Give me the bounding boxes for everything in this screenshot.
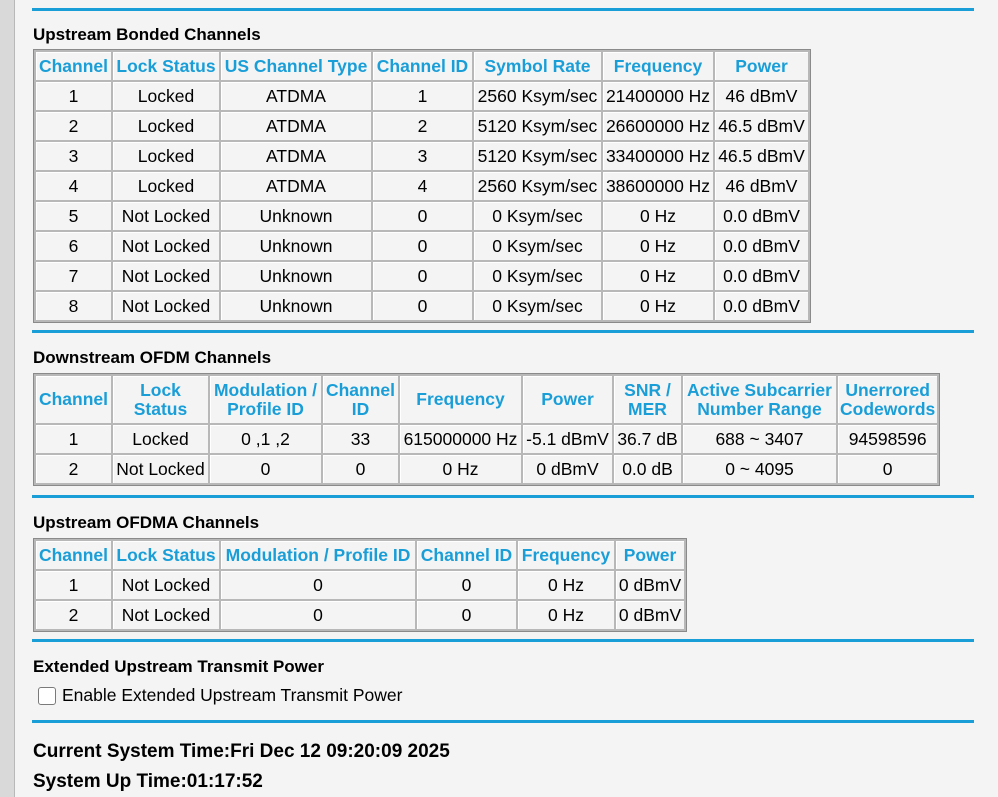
table-cell: Not Locked bbox=[113, 455, 208, 483]
column-header-text: US Channel Type bbox=[224, 55, 368, 76]
table-cell: 0.0 dB bbox=[614, 455, 681, 483]
table-cell: 2 bbox=[36, 601, 111, 629]
column-header-frequency bbox=[400, 376, 521, 423]
enable-extended-power-label[interactable]: Enable Extended Upstream Transmit Power bbox=[62, 685, 403, 705]
table-cell: 0 Ksym/sec bbox=[474, 232, 601, 260]
table-cell: 46.5 dBmV bbox=[715, 142, 808, 170]
table-row bbox=[36, 571, 684, 599]
table-cell: Not Locked bbox=[113, 262, 219, 290]
table-cell: 0 Hz bbox=[400, 455, 521, 483]
column-header-text: Profile ID bbox=[227, 398, 304, 419]
column-header-text: Power bbox=[541, 389, 594, 409]
table-cell: 46.5 dBmV bbox=[715, 112, 808, 140]
column-header-lock-status bbox=[113, 52, 219, 80]
table-cell: 0 bbox=[221, 571, 415, 599]
column-header-channel-id bbox=[323, 376, 398, 423]
table-cell: 615000000 Hz bbox=[400, 425, 521, 453]
column-header-text: Lock Status bbox=[116, 55, 216, 76]
column-header-power bbox=[523, 376, 612, 423]
table-row bbox=[36, 202, 808, 230]
column-header-frequency bbox=[603, 52, 713, 80]
column-header-modulation-profile-id bbox=[210, 376, 321, 423]
table-cell: ATDMA bbox=[221, 172, 371, 200]
current-system-time: Current System Time:Fri Dec 12 09:20:09 2025 bbox=[33, 741, 450, 762]
column-header-channel-id bbox=[417, 541, 516, 569]
table-cell: ATDMA bbox=[221, 142, 371, 170]
table-row bbox=[36, 232, 808, 260]
column-header-text: Channel bbox=[325, 379, 396, 400]
table-cell: 2 bbox=[373, 112, 472, 140]
table-cell: 0 bbox=[373, 262, 472, 290]
column-header-text: Channel bbox=[38, 389, 109, 409]
upstream-ofdma-title: Upstream OFDMA Channels bbox=[33, 513, 260, 532]
column-header-lock-status bbox=[113, 376, 208, 423]
column-header-text: Status bbox=[133, 398, 188, 419]
table-cell: 5 bbox=[36, 202, 111, 230]
table-cell: 0 ~ 4095 bbox=[683, 455, 836, 483]
table-cell: Not Locked bbox=[113, 202, 219, 230]
table-cell: 1 bbox=[36, 571, 111, 599]
extended-power-option[interactable] bbox=[38, 685, 402, 706]
table-cell: 0 Ksym/sec bbox=[474, 202, 601, 230]
system-up-time: System Up Time:01:17:52 bbox=[33, 771, 263, 792]
column-header-power bbox=[715, 52, 808, 80]
table-row bbox=[36, 262, 808, 290]
column-header-frequency bbox=[518, 541, 614, 569]
table-cell: 0 Hz bbox=[603, 292, 713, 320]
table-cell: 2 bbox=[36, 112, 111, 140]
section-divider bbox=[32, 639, 974, 642]
column-header-text: ID bbox=[351, 398, 370, 419]
table-cell: 26600000 Hz bbox=[603, 112, 713, 140]
column-header-channel-id bbox=[373, 52, 472, 80]
column-header-text: Frequency bbox=[613, 55, 703, 76]
table-cell: 0.0 dBmV bbox=[715, 262, 808, 290]
column-header-snr-mer bbox=[614, 376, 681, 423]
column-header-text: Symbol Rate bbox=[484, 55, 591, 76]
table-cell: Not Locked bbox=[113, 571, 219, 599]
column-header-channel bbox=[36, 52, 111, 80]
column-header-text: Unerrored bbox=[845, 379, 930, 400]
column-header-text: Number Range bbox=[697, 398, 822, 419]
table-cell: 0 bbox=[323, 455, 398, 483]
table-cell: 33 bbox=[323, 425, 398, 453]
column-header-text: Channel ID bbox=[376, 55, 469, 76]
table-cell: 0 Ksym/sec bbox=[474, 262, 601, 290]
column-header-text: Frequency bbox=[416, 389, 505, 409]
table-cell: 1 bbox=[373, 82, 472, 110]
table-cell: Unknown bbox=[221, 262, 371, 290]
table-cell: 0.0 dBmV bbox=[715, 202, 808, 230]
table-cell: Locked bbox=[113, 82, 219, 110]
table-cell: 0 bbox=[373, 232, 472, 260]
table-cell: 0 dBmV bbox=[616, 571, 684, 599]
table-row bbox=[36, 82, 808, 110]
table-cell: 5120 Ksym/sec bbox=[474, 142, 601, 170]
column-header-text: Active Subcarrier bbox=[687, 379, 832, 400]
table-cell: 3 bbox=[373, 142, 472, 170]
table-cell: 0 Hz bbox=[603, 202, 713, 230]
section-divider bbox=[32, 8, 974, 11]
column-header-text: Codewords bbox=[840, 398, 936, 419]
column-header-text: Power bbox=[735, 55, 788, 76]
downstream-ofdm-table bbox=[33, 373, 940, 486]
table-cell: 0 bbox=[210, 455, 321, 483]
table-cell: 1 bbox=[36, 82, 111, 110]
column-header-us-channel-type bbox=[221, 52, 371, 80]
column-header-text: Modulation / bbox=[213, 379, 318, 400]
table-cell: 0 Hz bbox=[603, 262, 713, 290]
table-cell: 8 bbox=[36, 292, 111, 320]
table-cell: 94598596 bbox=[838, 425, 937, 453]
table-cell: 3 bbox=[36, 142, 111, 170]
column-header-channel bbox=[36, 541, 111, 569]
table-cell: 2560 Ksym/sec bbox=[474, 172, 601, 200]
table-cell: 0.0 dBmV bbox=[715, 232, 808, 260]
table-row bbox=[36, 455, 937, 483]
table-cell: 0 dBmV bbox=[616, 601, 684, 629]
table-cell: 0 bbox=[417, 571, 516, 599]
section-divider bbox=[32, 330, 974, 333]
column-header-text: Power bbox=[623, 544, 677, 565]
table-cell: 0 Hz bbox=[603, 232, 713, 260]
table-row bbox=[36, 112, 808, 140]
column-header-text: Channel bbox=[38, 55, 109, 76]
table-cell: 0 Hz bbox=[518, 601, 614, 629]
section-divider bbox=[32, 495, 974, 498]
column-header-symbol-rate bbox=[474, 52, 601, 80]
column-header-text: SNR / bbox=[624, 379, 671, 400]
table-cell: ATDMA bbox=[221, 82, 371, 110]
table-cell: 4 bbox=[373, 172, 472, 200]
column-header-text: Modulation / Profile ID bbox=[225, 544, 411, 565]
table-cell: 0 bbox=[221, 601, 415, 629]
section-divider bbox=[32, 720, 974, 723]
table-cell: 0 Ksym/sec bbox=[474, 292, 601, 320]
table-row bbox=[36, 425, 937, 453]
downstream-ofdm-title: Downstream OFDM Channels bbox=[33, 348, 272, 367]
table-cell: Locked bbox=[113, 112, 219, 140]
table-cell: Locked bbox=[113, 425, 208, 453]
table-cell: 7 bbox=[36, 262, 111, 290]
table-cell: Not Locked bbox=[113, 292, 219, 320]
table-cell: 6 bbox=[36, 232, 111, 260]
column-header-unerrored-codewords bbox=[838, 376, 937, 423]
table-cell: 0 bbox=[838, 455, 937, 483]
table-cell: 38600000 Hz bbox=[603, 172, 713, 200]
table-cell: 0 bbox=[373, 202, 472, 230]
table-cell: -5.1 dBmV bbox=[523, 425, 612, 453]
table-cell: 688 ~ 3407 bbox=[683, 425, 836, 453]
table-cell: 46 dBmV bbox=[715, 82, 808, 110]
table-cell: 2560 Ksym/sec bbox=[474, 82, 601, 110]
table-row bbox=[36, 601, 684, 629]
table-cell: 4 bbox=[36, 172, 111, 200]
column-header-modulation-profile-id bbox=[221, 541, 415, 569]
table-cell: 2 bbox=[36, 455, 111, 483]
table-cell: Unknown bbox=[221, 202, 371, 230]
table-row bbox=[36, 292, 808, 320]
column-header-text: Frequency bbox=[521, 544, 611, 565]
table-cell: 0 bbox=[417, 601, 516, 629]
table-cell: 1 bbox=[36, 425, 111, 453]
table-cell: Unknown bbox=[221, 232, 371, 260]
column-header-text: Channel bbox=[38, 544, 109, 565]
table-cell: Not Locked bbox=[113, 232, 219, 260]
table-cell: Unknown bbox=[221, 292, 371, 320]
enable-extended-power-checkbox[interactable] bbox=[38, 687, 56, 705]
upstream-bonded-title: Upstream Bonded Channels bbox=[33, 25, 261, 44]
table-cell: 0 dBmV bbox=[523, 455, 612, 483]
column-header-lock-status bbox=[113, 541, 219, 569]
table-cell: Not Locked bbox=[113, 601, 219, 629]
table-row bbox=[36, 142, 808, 170]
table-cell: 46 dBmV bbox=[715, 172, 808, 200]
column-header-power bbox=[616, 541, 684, 569]
table-cell: ATDMA bbox=[221, 112, 371, 140]
table-cell: 0 Hz bbox=[518, 571, 614, 599]
column-header-text: Lock Status bbox=[116, 544, 216, 565]
upstream-ofdma-table bbox=[33, 538, 687, 632]
column-header-text: Channel ID bbox=[420, 544, 513, 565]
table-cell: 0 bbox=[373, 292, 472, 320]
extended-power-title: Extended Upstream Transmit Power bbox=[33, 657, 324, 676]
table-cell: 0.0 dBmV bbox=[715, 292, 808, 320]
table-cell: 21400000 Hz bbox=[603, 82, 713, 110]
column-header-text: MER bbox=[628, 398, 667, 419]
table-cell: 36.7 dB bbox=[614, 425, 681, 453]
table-cell: 0 ,1 ,2 bbox=[210, 425, 321, 453]
table-row bbox=[36, 172, 808, 200]
table-cell: 5120 Ksym/sec bbox=[474, 112, 601, 140]
upstream-bonded-table bbox=[33, 49, 811, 323]
table-cell: Locked bbox=[113, 172, 219, 200]
column-header-text: Lock bbox=[140, 379, 181, 400]
table-cell: 33400000 Hz bbox=[603, 142, 713, 170]
table-cell: Locked bbox=[113, 142, 219, 170]
column-header-channel bbox=[36, 376, 111, 423]
column-header-active-subcarrier-number-range bbox=[683, 376, 836, 423]
